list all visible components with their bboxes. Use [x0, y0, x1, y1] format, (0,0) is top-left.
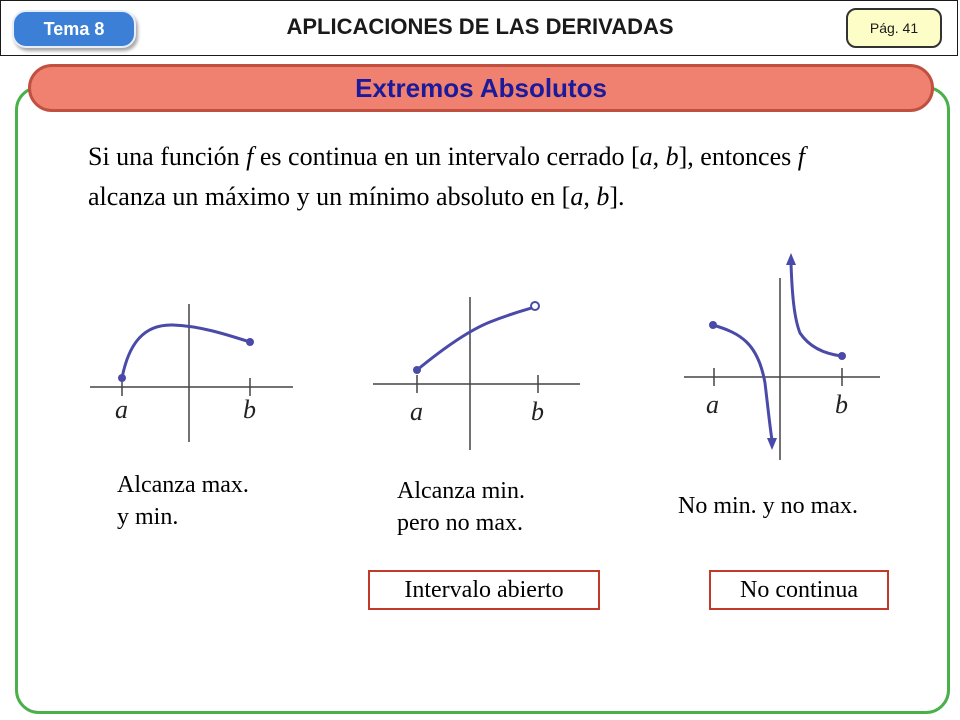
- right-branch-curve: [791, 263, 842, 356]
- label-a: a: [115, 395, 128, 424]
- caption-graph-2: [397, 475, 525, 539]
- reason-not-continuous: No continua: [709, 570, 889, 610]
- caption-line-1: Alcanza min.: [397, 478, 525, 504]
- reason-open-interval: Intervalo abierto: [368, 570, 600, 610]
- label-b: b: [531, 397, 544, 426]
- arrow-down: [767, 438, 777, 450]
- graph-open-interval: [370, 292, 585, 457]
- theorem-f1: f: [246, 142, 254, 171]
- caption-line-2: pero no max.: [397, 510, 523, 536]
- theorem-sep1: ,: [652, 142, 666, 171]
- theorem-a1: a: [639, 142, 653, 171]
- endpoint-b-closed: [246, 338, 254, 346]
- theorem-b1: b: [665, 142, 679, 171]
- theorem-part4: alcanza un máximo y un mínimo absoluto en [: [88, 182, 571, 211]
- caption-graph-3: [678, 490, 858, 522]
- theorem-part3: ], entonces: [678, 142, 798, 171]
- endpoint-a-closed: [118, 374, 126, 382]
- theorem-f2: f: [797, 142, 805, 171]
- theorem-part1: Si una función: [88, 142, 247, 171]
- caption-line-1: No min. y no max.: [678, 493, 858, 519]
- theorem-a2: a: [570, 182, 584, 211]
- caption-line-2: y min.: [117, 504, 179, 530]
- caption-graph-1: [117, 469, 249, 533]
- label-b: b: [243, 395, 256, 424]
- tema-badge: Tema 8: [12, 10, 136, 48]
- label-a: a: [706, 390, 719, 419]
- section-title: Extremos Absolutos: [28, 64, 934, 112]
- endpoint-b-open: [531, 302, 539, 310]
- endpoint-b-closed: [838, 352, 846, 360]
- graph-discontinuous: [680, 248, 885, 468]
- theorem-b2: b: [596, 182, 610, 211]
- theorem-sep2: ,: [583, 182, 597, 211]
- endpoint-a-closed: [413, 366, 421, 374]
- function-curve: [122, 325, 250, 378]
- theorem-part5: ].: [609, 182, 625, 211]
- theorem-part2: es continua en un intervalo cerrado [: [253, 142, 640, 171]
- label-a: a: [410, 397, 423, 426]
- main-title: APLICACIONES DE LAS DERIVADAS: [286, 14, 674, 39]
- function-curve: [417, 307, 535, 370]
- arrow-up: [786, 253, 796, 265]
- label-b: b: [835, 390, 848, 419]
- left-branch-curve: [713, 325, 772, 440]
- endpoint-a-closed: [709, 321, 717, 329]
- page-badge: Pág. 41: [846, 8, 942, 48]
- theorem-text: [88, 137, 888, 217]
- caption-line-1: Alcanza max.: [117, 472, 249, 498]
- graph-continuous-closed: [85, 292, 300, 452]
